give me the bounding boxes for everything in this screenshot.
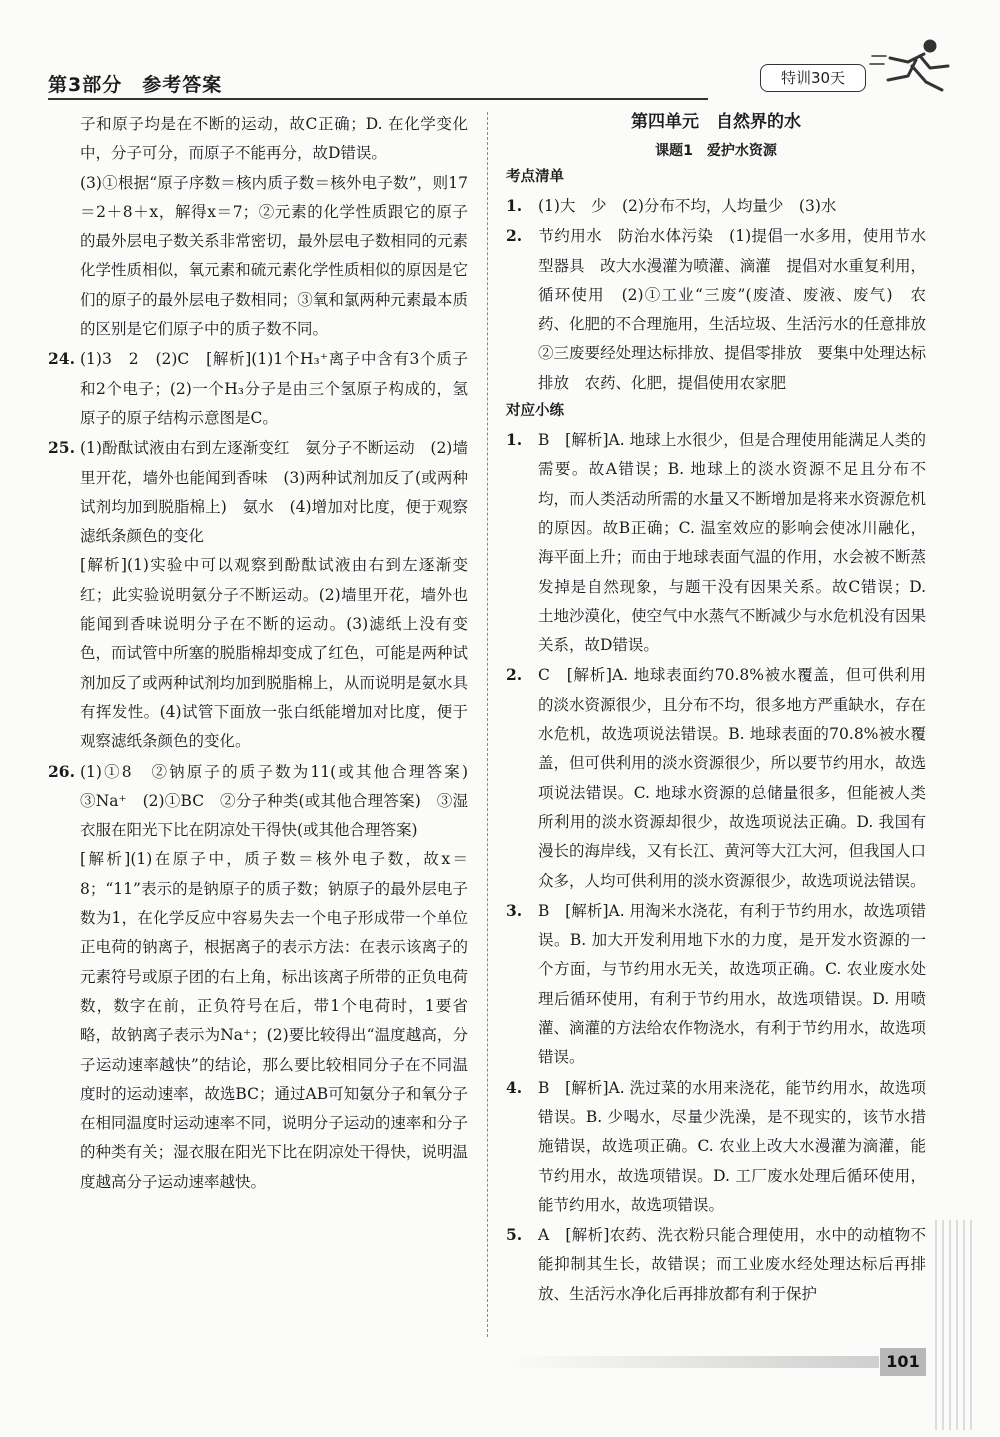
- item-number: 1.: [506, 196, 523, 215]
- item-text: (1)酚酞试液由右到左逐渐变红 氨分子不断运动 (2)墙里开花，墙外也能闻到香味 (3)两种试剂加反了(或两种试剂均加到脱脂棉上) 氨水 (4)增加对比度，便于观察滤纸条颜色的变化: [80, 439, 468, 546]
- list-item: [506, 425, 926, 660]
- list-item: [506, 1220, 926, 1309]
- series-badge: 特训30天: [760, 64, 866, 92]
- list-item: [506, 660, 926, 895]
- item-number: 3.: [506, 900, 523, 920]
- list-item: [506, 896, 926, 1073]
- item-text: B [解析]A. 地球上水很少，但是合理使用能满足人类的需要。故A错误；B. 地球上的淡水资源不足且分布不均，而人类活动所需的水量又不断增加是将来水资源危机的原因。故B正确；C. 温室效应的影响会使冰川融化，海平面上升；而由于地球表面气温的作用，水会被不断蒸发掉是自然现象，与题干没有因果关系。故C错误；D. 土地沙漠化，使空气中水蒸气不断减少与水危机没有因果关系，故D错误。: [538, 431, 926, 655]
- paragraph: 子和原子均是在不断的运动，故C正确；D. 在化学变化中，分子可分，而原子不能再分，故D错误。: [80, 115, 468, 163]
- item-number: 2.: [506, 226, 523, 246]
- list-item: [506, 191, 926, 221]
- item-number: 2.: [506, 665, 523, 685]
- item-number: 25.: [48, 438, 75, 458]
- item-number: 5.: [506, 1225, 523, 1245]
- item-number: 26.: [48, 761, 75, 781]
- paragraph: [解析](1)实验中可以观察到酚酞试液由右到左逐渐变红；此实验说明氨分子不断运动。(2)墙里开花，墙外也能闻到香味说明分子在不断的运动。(3)滤纸上没有变色，而试管中所塞的脱脂棉却变成了红色，可能是两种试剂加反了或两种试剂均加到脱脂棉上，从而说明是氨水具有挥发性。(4)试管下面放一张白纸能增加对比度，便于观察滤纸条颜色的变化。: [80, 556, 468, 751]
- unit-title: 第四单元 自然界的水: [631, 112, 801, 132]
- section-title: 考点清单: [506, 169, 564, 185]
- paragraph: (3)①根据“原子序数＝核内质子数＝核外电子数”，则17＝2＋8＋x，解得x＝7；②元素的化学性质跟它的原子的最外层电子数关系非常密切，最外层电子数相同的元素化学性质相似，氧元素和硫元素化学性质相似的原因是它们的原子的最外层电子数相同；③氧和氯两种元素最本质的区别是它们原子中的质子数不同。: [80, 173, 468, 339]
- column-divider: [487, 112, 489, 1337]
- header-rule: [48, 98, 708, 100]
- decorative-stripes: [935, 1220, 975, 1430]
- list-item: [506, 221, 942, 398]
- item-text: 节约用水 防治水体污染 (1)提倡一水多用，使用节水型器具 改大水漫灌为喷灌、滴灌 提倡对水重复利用，循环使用 (2)①工业“三废”(废渣、废液、废气) 农药、化肥的不合理施用，生活垃圾、生活污水的任意排放 ②三废要经处理达标排放、提倡零排放 要集中处理达标排放 农药、化肥，提倡使用农家肥: [538, 227, 942, 392]
- answer-item-26: [48, 757, 484, 846]
- item-text: B [解析]A. 用淘米水浇花，有利于节约用水，故选项错误。B. 加大开发利用地下水的力度，是开发水资源的一个方面，与节约用水无关，故选项正确。C. 农业废水处理后循环使用，有利于节约用水，故选项错误。D. 用喷灌、滴灌的方法给农作物浇水，有利于节约用水，故选项错误。: [538, 901, 926, 1067]
- item-text: (1)大 少 (2)分布不均，人均量少 (3)水: [538, 197, 837, 215]
- paragraph: [解析](1)在原子中，质子数＝核外电子数，故x＝8；“11”表示的是钠原子的质子数；钠原子的最外层电子数为1，在化学反应中容易失去一个电子形成带一个单位正电荷的钠离子，根据离子的表示方法：在表示该离子的元素符号或原子团的右上角，标出该离子所带的正负电荷数，数字在前，正负符号在后，带1个电荷时，1要省略，故钠离子表示为Na⁺；(2)要比较得出“温度越高，分子运动速率越快”的结论，那么要比较相同分子在不同温度时的运动速率，故选BC；通过AB可知氨分子和氧分子在相同温度时运动速率不同，说明分子运动的速率和分子的种类有关；湿衣服在阳光下比在阴凉处干得快，说明温度越高分子运动速率越快。: [80, 850, 468, 1191]
- runner-icon: [868, 32, 958, 102]
- left-column: [48, 110, 484, 1197]
- lesson-title: 课题1 爱护水资源: [655, 143, 777, 159]
- list-item: [506, 1073, 926, 1220]
- item-text: (1)①8 ②钠原子的质子数为11(或其他合理答案) ③Na⁺ (2)①BC ②分子种类(或其他合理答案) ③湿衣服在阳光下比在阴凉处干得快(或其他合理答案): [80, 762, 484, 840]
- item-number: 24.: [48, 349, 75, 369]
- item-text: (1)3 2 (2)C [解析](1)1个H₃⁺离子中含有3个质子和2个电子；(2)一个H₃分子是由三个氢原子构成的，氢原子的原子结构示意图是C。: [80, 350, 468, 427]
- header-title: 第3部分 参考答案: [48, 74, 223, 96]
- right-column: [506, 110, 942, 1309]
- page-number: 101: [880, 1348, 926, 1376]
- item-text: A [解析]农药、洗衣粉只能合理使用，水中的动植物不能抑制其生长，故错误；而工业废水经处理达标后再排放、生活污水净化后再排放都有利于保护: [538, 1226, 926, 1303]
- section-title: 对应小练: [506, 403, 564, 420]
- footer-bar: [506, 1356, 879, 1368]
- page-header: [48, 62, 918, 106]
- item-number: 4.: [506, 1077, 523, 1097]
- item-text: B [解析]A. 洗过菜的水用来浇花，能节约用水，故选项错误。B. 少喝水，尽量少洗澡，是不现实的，该节水措施错误，故选项正确。C. 农业上改大水漫灌为滴灌，能节约用水，故选项错误。D. 工厂废水处理后循环使用，能节约用水，故选项错误。: [538, 1078, 926, 1214]
- item-text: C [解析]A. 地球表面约70.8%被水覆盖，但可供利用的淡水资源很少，且分布不均，很多地方严重缺水，存在水危机，故选项说法错误。B. 地球表面的70.8%被水覆盖，但可供利用的淡水资源很少，所以要节约用水，故选项说法错误。C. 地球水资源的总储量很多，但能被人类所利用的淡水资源却很少，故选项说法正确。D. 我国有漫长的海岸线，又有长江、黄河等大江大河，但我国人口众多，人均可供利用的淡水资源很少，故选项说法错误。: [538, 666, 926, 890]
- item-number: 1.: [506, 430, 523, 450]
- answer-item-25: [48, 433, 468, 551]
- answer-item-24: [48, 344, 468, 433]
